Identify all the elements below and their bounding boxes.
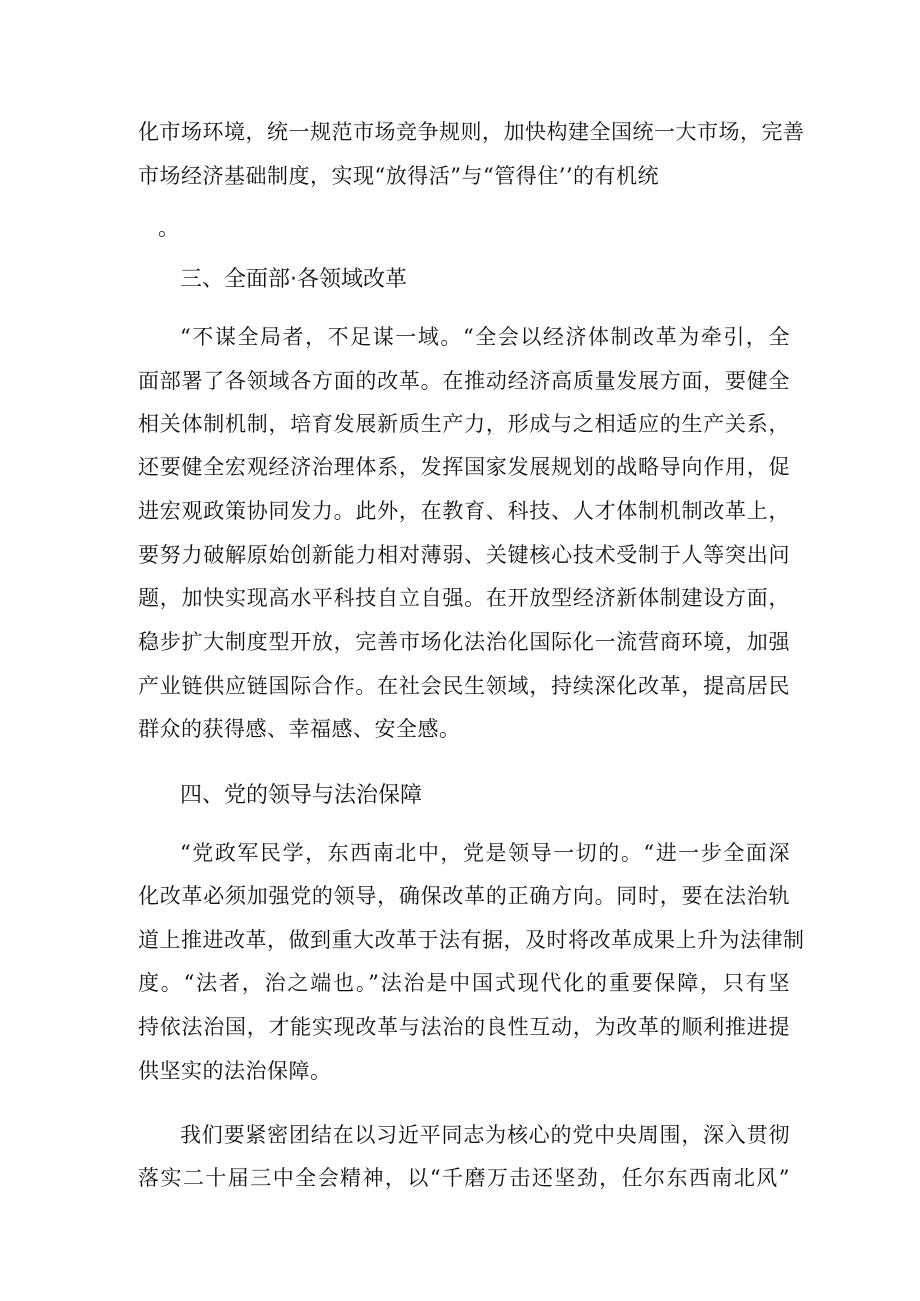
body-text-line: 化市场环境，统一规范市场竞争规则，加快构建全国统一大市场，完善 bbox=[138, 120, 805, 144]
body-text-line: 度。“法者，治之端也。”法治是中国式现代化的重要保障，只有坚 bbox=[138, 971, 790, 995]
body-text-line: 稳步扩大制度型开放，完善市场化法治化国际化一流营商环境，加强 bbox=[138, 630, 790, 654]
body-text-line: 群众的获得感、幸福感、安全感。 bbox=[138, 717, 461, 741]
body-text-line: 进宏观政策协同发力。此外，在教育、科技、人才体制机制改革上， bbox=[138, 499, 790, 523]
body-text-line: 题，加快实现高水平科技自立自强。在开放型经济新体制建设方面， bbox=[138, 586, 790, 610]
body-text-line: 市场经济基础制度，实现“放得活”与“管得住’’的有机统 bbox=[138, 164, 660, 188]
body-text-line: 持依法治国，才能实现改革与法治的良性互动，为改革的顺利推进提 bbox=[138, 1015, 790, 1039]
body-text-line: 面部署了各领域各方面的改革。在推动经济高质量发展方面，要健全 bbox=[138, 369, 790, 393]
body-text-line: 道上推进改革，做到重大改革于法有据，及时将改革成果上升为法律制 bbox=[138, 928, 805, 952]
body-text-line: 要努力破解原始创新能力相对薄弱、关键核心技术受制于人等突出问 bbox=[138, 543, 790, 567]
section-heading: 三、全面部·各领域改革 bbox=[180, 267, 407, 292]
stray-punctuation: 。 bbox=[158, 216, 179, 240]
body-text-line: 供坚实的法治保障。 bbox=[138, 1059, 332, 1083]
body-text-line: “党政军民学，东西南北中，党是领导一切的。“进一步全面深 bbox=[180, 841, 790, 865]
body-text-line: 化改革必须加强党的领导，确保改革的正确方向。同时，要在法治轨 bbox=[138, 884, 790, 908]
body-text-line: 还要健全宏观经济治理体系，发挥国家发展规划的战略导向作用，促 bbox=[138, 455, 790, 479]
body-text-line: 落实二十届三中全会精神，以“千磨万击还坚劲，任尔东西南北风” bbox=[138, 1166, 790, 1190]
section-heading: 四、党的领导与法治保障 bbox=[180, 783, 423, 808]
body-text-line: “不谋全局者，不足谋一域。“全会以经济体制改革为牵引，全 bbox=[180, 325, 790, 349]
body-text-line: 我们要紧密团结在以习近平同志为核心的党中央周围，深入贯彻 bbox=[180, 1123, 790, 1147]
body-text-line: 相关体制机制，培育发展新质生产力，形成与之相适应的生产关系， bbox=[138, 412, 790, 436]
body-text-line: 产业链供应链国际合作。在社会民生领域，持续深化改革，提高居民 bbox=[138, 674, 790, 698]
